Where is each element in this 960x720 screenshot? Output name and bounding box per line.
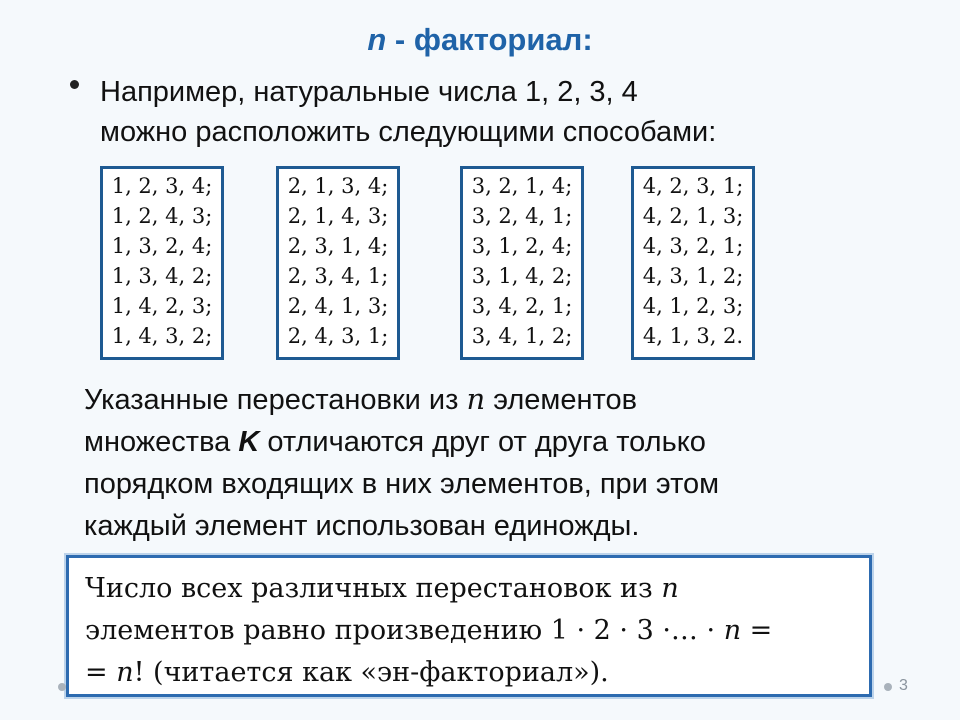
variable-n: n	[661, 573, 679, 604]
title-variable: n	[367, 22, 387, 57]
permutation-line: 2, 4, 1, 3;	[287, 294, 389, 318]
result-box	[66, 555, 872, 697]
result-line	[85, 568, 853, 610]
permutation-box-4	[631, 166, 755, 360]
variable-n: n	[466, 382, 486, 416]
permutation-line: 1, 2, 3, 4;	[111, 174, 213, 198]
permutation-line: 2, 3, 4, 1;	[287, 264, 389, 288]
permutation-line: 4, 2, 1, 3;	[642, 204, 744, 228]
description-line: порядком входящих в них элементов, при этом	[84, 468, 720, 500]
permutation-line: 3, 2, 1, 4;	[471, 174, 573, 198]
intro-line: Например, натуральные числа 1, 2, 3, 4	[100, 76, 638, 108]
result-line	[85, 652, 853, 694]
description-line	[84, 378, 884, 421]
bullet-icon	[70, 80, 79, 89]
permutation-line: 3, 1, 4, 2;	[471, 264, 573, 288]
permutation-box-3	[460, 166, 584, 360]
text-span: =	[85, 657, 117, 688]
permutation-line: 2, 4, 3, 1;	[287, 324, 389, 348]
variable-n: n	[723, 615, 742, 646]
permutation-line: 3, 2, 4, 1;	[471, 204, 573, 228]
permutation-line: 1, 4, 3, 2;	[111, 324, 213, 348]
permutation-line: 4, 1, 3, 2.	[642, 324, 744, 348]
title-text: - факториал:	[386, 22, 593, 57]
text-span: =	[741, 615, 773, 646]
permutation-line: 3, 4, 1, 2;	[471, 324, 573, 348]
permutation-line: 4, 3, 2, 1;	[642, 234, 744, 258]
text-span: элементов равно произведению 1 · 2 · 3 ·… ·	[85, 615, 724, 646]
permutation-line: 3, 4, 2, 1;	[471, 294, 573, 318]
description-line: каждый элемент использован единожды.	[84, 510, 640, 542]
permutation-line: 4, 3, 1, 2;	[642, 264, 744, 288]
permutation-line: 1, 3, 4, 2;	[111, 264, 213, 288]
description-text	[84, 378, 884, 547]
permutation-line: 4, 1, 2, 3;	[642, 294, 744, 318]
permutation-line: 2, 1, 3, 4;	[287, 174, 389, 198]
variable-n: n	[116, 657, 134, 688]
slide-title	[0, 22, 960, 58]
text-span: множества	[84, 426, 239, 458]
permutation-line: 1, 4, 2, 3;	[111, 294, 213, 318]
permutation-line: 4, 2, 3, 1;	[642, 174, 744, 198]
permutation-line: 3, 1, 2, 4;	[471, 234, 573, 258]
text-span: Указанные перестановки из	[84, 384, 467, 416]
permutation-line: 2, 1, 4, 3;	[287, 204, 389, 228]
text-span: отличаются друг от друга только	[259, 426, 706, 458]
text-span: ! (читается как «эн-факториал»).	[133, 657, 609, 688]
text-span: элементов	[485, 384, 637, 416]
permutation-box-1	[100, 166, 224, 360]
intro-line: можно расположить следующими способами:	[100, 116, 717, 148]
set-k: K	[238, 426, 260, 458]
intro-text	[100, 72, 900, 152]
result-line	[85, 610, 853, 652]
permutation-line: 2, 3, 1, 4;	[287, 234, 389, 258]
text-span: Число всех различных перестановок из	[85, 573, 662, 604]
permutation-line: 1, 3, 2, 4;	[111, 234, 213, 258]
footer-dot-icon	[884, 683, 892, 691]
description-line	[84, 421, 884, 463]
page-number: 3	[899, 677, 908, 694]
footer-dot-icon	[58, 683, 66, 691]
permutation-box-2	[276, 166, 400, 360]
permutation-line: 1, 2, 4, 3;	[111, 204, 213, 228]
